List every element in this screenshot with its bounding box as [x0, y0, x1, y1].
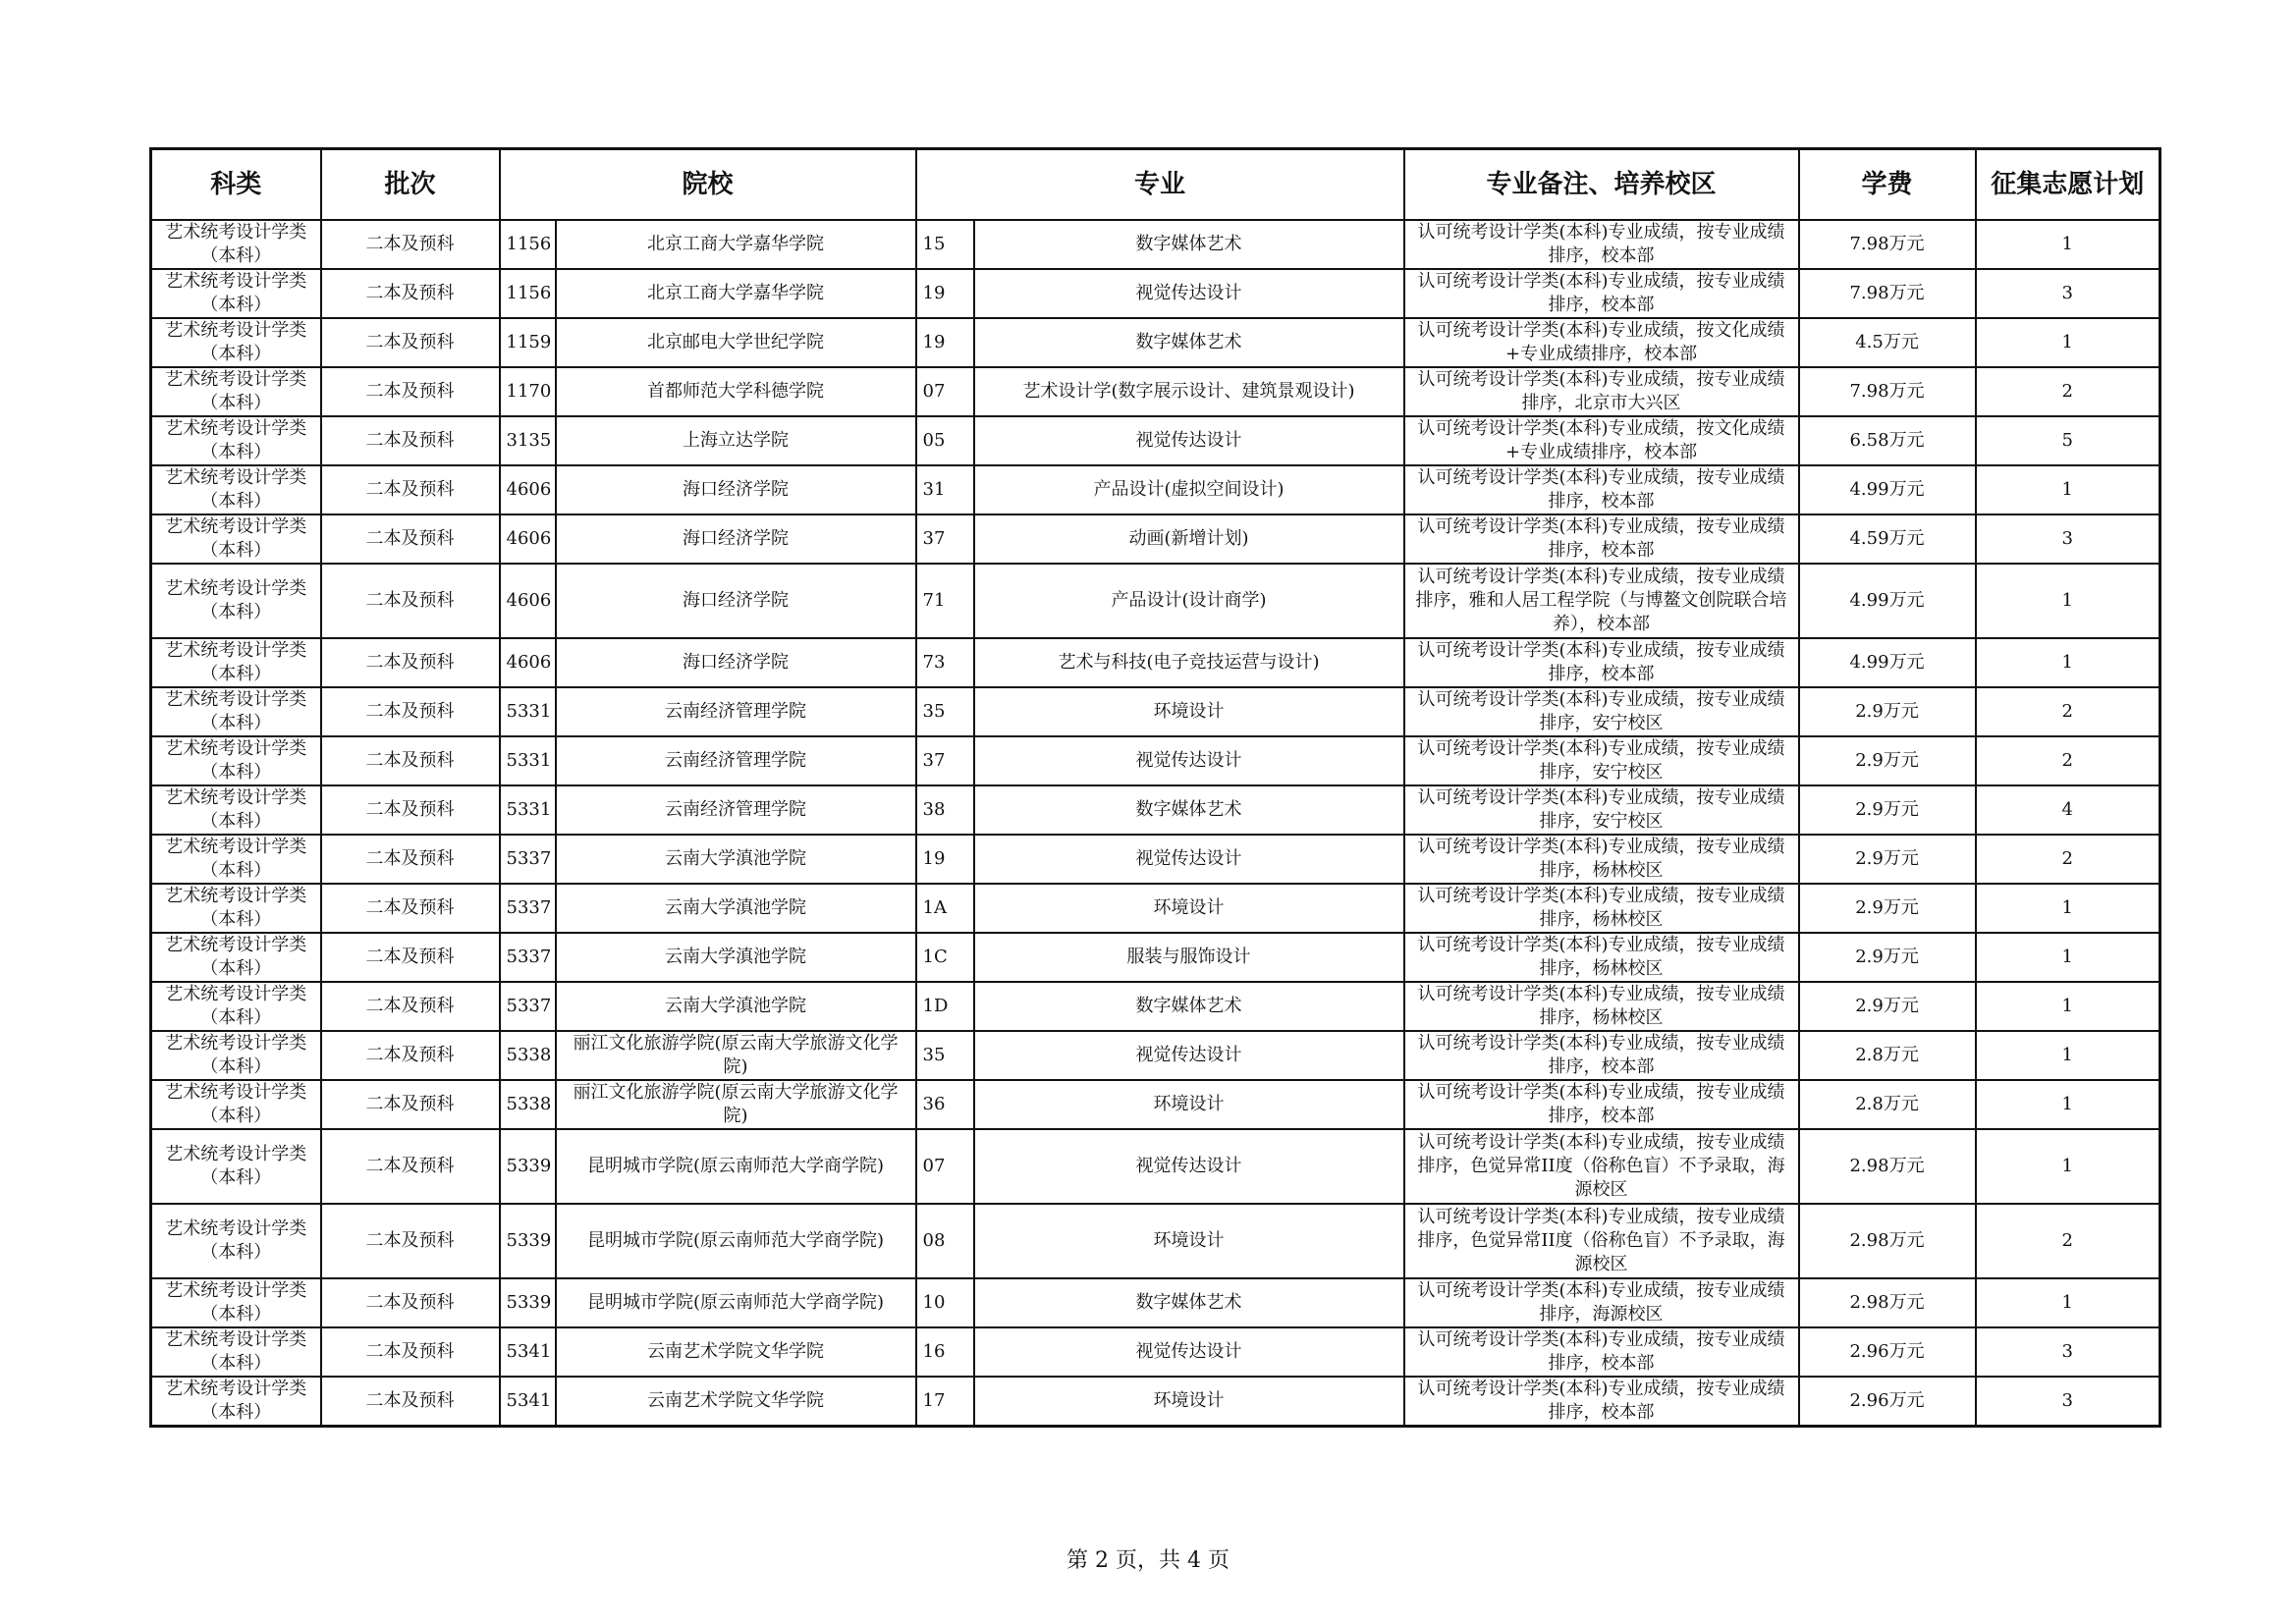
note-cell: 认可统考设计学类(本科)专业成绩，按专业成绩排序，雅和人居工程学院（与博鳌文创院联合培养），校本部 [1404, 564, 1799, 638]
fee-cell: 2.9万元 [1799, 785, 1976, 835]
fee-cell: 4.99万元 [1799, 465, 1976, 514]
fee-cell: 2.96万元 [1799, 1377, 1976, 1427]
note-cell: 认可统考设计学类(本科)专业成绩，按专业成绩排序，校本部 [1404, 514, 1799, 564]
major-cell: 动画(新增计划) [974, 514, 1404, 564]
major-code-cell: 35 [916, 1031, 974, 1080]
major-code-cell: 37 [916, 514, 974, 564]
note-cell: 认可统考设计学类(本科)专业成绩，按专业成绩排序，校本部 [1404, 1080, 1799, 1129]
batch-cell: 二本及预科 [321, 884, 500, 933]
school-code-cell: 5339 [500, 1129, 556, 1204]
plan-cell: 1 [1976, 1080, 2160, 1129]
fee-cell: 4.5万元 [1799, 318, 1976, 367]
batch-cell: 二本及预科 [321, 785, 500, 835]
major-code-cell: 1C [916, 933, 974, 982]
school-cell: 北京邮电大学世纪学院 [556, 318, 916, 367]
school-cell: 北京工商大学嘉华学院 [556, 269, 916, 318]
school-code-cell: 5331 [500, 785, 556, 835]
major-code-cell: 1D [916, 982, 974, 1031]
school-code-cell: 4606 [500, 465, 556, 514]
table-row [151, 736, 2160, 785]
school-cell: 首都师范大学科德学院 [556, 367, 916, 416]
major-cell: 数字媒体艺术 [974, 982, 1404, 1031]
page-footer: 第 2 页，共 4 页 [1066, 1548, 1230, 1573]
school-code-cell: 1156 [500, 269, 556, 318]
plan-cell: 2 [1976, 367, 2160, 416]
batch-cell: 二本及预科 [321, 220, 500, 269]
school-code-cell: 5339 [500, 1204, 556, 1278]
school-code-cell: 5331 [500, 736, 556, 785]
fee-cell: 2.98万元 [1799, 1204, 1976, 1278]
category-cell: 艺术统考设计学类（本科） [151, 514, 321, 564]
fee-cell: 2.9万元 [1799, 884, 1976, 933]
batch-cell: 二本及预科 [321, 416, 500, 465]
table-row [151, 687, 2160, 736]
plan-cell: 1 [1976, 318, 2160, 367]
major-code-cell: 15 [916, 220, 974, 269]
batch-cell: 二本及预科 [321, 736, 500, 785]
fee-cell: 6.58万元 [1799, 416, 1976, 465]
table-row [151, 318, 2160, 367]
major-code-cell: 73 [916, 638, 974, 687]
fee-cell: 2.98万元 [1799, 1129, 1976, 1204]
plan-cell: 1 [1976, 933, 2160, 982]
header-note: 专业备注、培养校区 [1404, 149, 1799, 221]
fee-cell: 4.59万元 [1799, 514, 1976, 564]
batch-cell: 二本及预科 [321, 933, 500, 982]
batch-cell: 二本及预科 [321, 1377, 500, 1427]
major-cell: 数字媒体艺术 [974, 1278, 1404, 1327]
category-cell: 艺术统考设计学类（本科） [151, 884, 321, 933]
note-cell: 认可统考设计学类(本科)专业成绩，按专业成绩排序，安宁校区 [1404, 736, 1799, 785]
table-row [151, 1129, 2160, 1204]
plan-cell: 3 [1976, 269, 2160, 318]
category-cell: 艺术统考设计学类（本科） [151, 1377, 321, 1427]
category-cell: 艺术统考设计学类（本科） [151, 933, 321, 982]
table-row [151, 269, 2160, 318]
fee-cell: 7.98万元 [1799, 367, 1976, 416]
plan-cell: 3 [1976, 1327, 2160, 1377]
school-cell: 海口经济学院 [556, 514, 916, 564]
plan-cell: 1 [1976, 1031, 2160, 1080]
major-code-cell: 1A [916, 884, 974, 933]
school-cell: 云南艺术学院文华学院 [556, 1377, 916, 1427]
header-row [151, 149, 2160, 221]
plan-cell: 1 [1976, 564, 2160, 638]
table-row [151, 220, 2160, 269]
plan-cell: 1 [1976, 1278, 2160, 1327]
category-cell: 艺术统考设计学类（本科） [151, 416, 321, 465]
category-cell: 艺术统考设计学类（本科） [151, 1129, 321, 1204]
note-cell: 认可统考设计学类(本科)专业成绩，按专业成绩排序，校本部 [1404, 220, 1799, 269]
note-cell: 认可统考设计学类(本科)专业成绩，按文化成绩+专业成绩排序，校本部 [1404, 318, 1799, 367]
note-cell: 认可统考设计学类(本科)专业成绩，按专业成绩排序，海源校区 [1404, 1278, 1799, 1327]
major-cell: 视觉传达设计 [974, 835, 1404, 884]
major-cell: 产品设计(虚拟空间设计) [974, 465, 1404, 514]
plan-cell: 1 [1976, 220, 2160, 269]
category-cell: 艺术统考设计学类（本科） [151, 1278, 321, 1327]
table-row [151, 982, 2160, 1031]
note-cell: 认可统考设计学类(本科)专业成绩，按专业成绩排序，北京市大兴区 [1404, 367, 1799, 416]
major-code-cell: 10 [916, 1278, 974, 1327]
fee-cell: 2.96万元 [1799, 1327, 1976, 1377]
school-cell: 云南经济管理学院 [556, 736, 916, 785]
table-row [151, 884, 2160, 933]
category-cell: 艺术统考设计学类（本科） [151, 687, 321, 736]
admission-plan-table [149, 147, 2161, 1428]
school-cell: 云南大学滇池学院 [556, 982, 916, 1031]
plan-cell: 2 [1976, 835, 2160, 884]
category-cell: 艺术统考设计学类（本科） [151, 982, 321, 1031]
batch-cell: 二本及预科 [321, 1031, 500, 1080]
major-code-cell: 19 [916, 269, 974, 318]
header-batch: 批次 [321, 149, 500, 221]
table-row [151, 367, 2160, 416]
school-cell: 云南大学滇池学院 [556, 933, 916, 982]
major-code-cell: 08 [916, 1204, 974, 1278]
major-code-cell: 19 [916, 318, 974, 367]
table-body [151, 220, 2160, 1427]
fee-cell: 7.98万元 [1799, 269, 1976, 318]
fee-cell: 7.98万元 [1799, 220, 1976, 269]
table-row [151, 1278, 2160, 1327]
note-cell: 认可统考设计学类(本科)专业成绩，按专业成绩排序，校本部 [1404, 638, 1799, 687]
batch-cell: 二本及预科 [321, 1278, 500, 1327]
major-cell: 艺术设计学(数字展示设计、建筑景观设计) [974, 367, 1404, 416]
school-cell: 海口经济学院 [556, 638, 916, 687]
major-code-cell: 71 [916, 564, 974, 638]
school-code-cell: 5341 [500, 1327, 556, 1377]
major-cell: 环境设计 [974, 687, 1404, 736]
note-cell: 认可统考设计学类(本科)专业成绩，按专业成绩排序，校本部 [1404, 1377, 1799, 1427]
table-row [151, 1080, 2160, 1129]
category-cell: 艺术统考设计学类（本科） [151, 318, 321, 367]
major-cell: 环境设计 [974, 1080, 1404, 1129]
plan-cell: 1 [1976, 884, 2160, 933]
fee-cell: 2.8万元 [1799, 1031, 1976, 1080]
school-cell: 北京工商大学嘉华学院 [556, 220, 916, 269]
school-cell: 云南大学滇池学院 [556, 835, 916, 884]
category-cell: 艺术统考设计学类（本科） [151, 1080, 321, 1129]
fee-cell: 2.8万元 [1799, 1080, 1976, 1129]
major-cell: 艺术与科技(电子竞技运营与设计) [974, 638, 1404, 687]
category-cell: 艺术统考设计学类（本科） [151, 835, 321, 884]
fee-cell: 4.99万元 [1799, 638, 1976, 687]
major-cell: 视觉传达设计 [974, 416, 1404, 465]
note-cell: 认可统考设计学类(本科)专业成绩，按专业成绩排序，安宁校区 [1404, 687, 1799, 736]
major-cell: 环境设计 [974, 884, 1404, 933]
note-cell: 认可统考设计学类(本科)专业成绩，按专业成绩排序，校本部 [1404, 1031, 1799, 1080]
fee-cell: 2.9万元 [1799, 835, 1976, 884]
major-cell: 环境设计 [974, 1377, 1404, 1427]
major-code-cell: 05 [916, 416, 974, 465]
major-cell: 视觉传达设计 [974, 269, 1404, 318]
plan-cell: 4 [1976, 785, 2160, 835]
batch-cell: 二本及预科 [321, 1327, 500, 1377]
table-row [151, 465, 2160, 514]
major-cell: 产品设计(设计商学) [974, 564, 1404, 638]
major-code-cell: 38 [916, 785, 974, 835]
school-code-cell: 5337 [500, 933, 556, 982]
school-cell: 昆明城市学院(原云南师范大学商学院) [556, 1129, 916, 1204]
batch-cell: 二本及预科 [321, 318, 500, 367]
plan-cell: 2 [1976, 736, 2160, 785]
major-code-cell: 36 [916, 1080, 974, 1129]
school-cell: 昆明城市学院(原云南师范大学商学院) [556, 1204, 916, 1278]
major-code-cell: 07 [916, 367, 974, 416]
batch-cell: 二本及预科 [321, 687, 500, 736]
batch-cell: 二本及预科 [321, 367, 500, 416]
table-row [151, 785, 2160, 835]
category-cell: 艺术统考设计学类（本科） [151, 785, 321, 835]
school-code-cell: 4606 [500, 514, 556, 564]
category-cell: 艺术统考设计学类（本科） [151, 465, 321, 514]
school-cell: 云南经济管理学院 [556, 785, 916, 835]
plan-cell: 5 [1976, 416, 2160, 465]
note-cell: 认可统考设计学类(本科)专业成绩，按专业成绩排序，校本部 [1404, 1327, 1799, 1377]
note-cell: 认可统考设计学类(本科)专业成绩，按专业成绩排序，色觉异常II度（俗称色盲）不予录取，海源校区 [1404, 1129, 1799, 1204]
batch-cell: 二本及预科 [321, 982, 500, 1031]
school-cell: 昆明城市学院(原云南师范大学商学院) [556, 1278, 916, 1327]
table-row [151, 835, 2160, 884]
school-cell: 云南经济管理学院 [556, 687, 916, 736]
category-cell: 艺术统考设计学类（本科） [151, 367, 321, 416]
school-code-cell: 5338 [500, 1031, 556, 1080]
major-code-cell: 07 [916, 1129, 974, 1204]
major-code-cell: 37 [916, 736, 974, 785]
note-cell: 认可统考设计学类(本科)专业成绩，按专业成绩排序，杨林校区 [1404, 884, 1799, 933]
note-cell: 认可统考设计学类(本科)专业成绩，按专业成绩排序，校本部 [1404, 269, 1799, 318]
category-cell: 艺术统考设计学类（本科） [151, 1204, 321, 1278]
school-code-cell: 1159 [500, 318, 556, 367]
school-code-cell: 5337 [500, 884, 556, 933]
category-cell: 艺术统考设计学类（本科） [151, 736, 321, 785]
school-code-cell: 5337 [500, 982, 556, 1031]
school-cell: 丽江文化旅游学院(原云南大学旅游文化学院) [556, 1080, 916, 1129]
school-cell: 丽江文化旅游学院(原云南大学旅游文化学院) [556, 1031, 916, 1080]
table-row [151, 1204, 2160, 1278]
batch-cell: 二本及预科 [321, 564, 500, 638]
major-cell: 视觉传达设计 [974, 1327, 1404, 1377]
fee-cell: 2.9万元 [1799, 933, 1976, 982]
school-code-cell: 1156 [500, 220, 556, 269]
major-cell: 视觉传达设计 [974, 1129, 1404, 1204]
header-category: 科类 [151, 149, 321, 221]
major-cell: 服装与服饰设计 [974, 933, 1404, 982]
header-fee: 学费 [1799, 149, 1976, 221]
major-cell: 数字媒体艺术 [974, 785, 1404, 835]
batch-cell: 二本及预科 [321, 835, 500, 884]
major-cell: 数字媒体艺术 [974, 318, 1404, 367]
plan-cell: 1 [1976, 638, 2160, 687]
plan-cell: 2 [1976, 1204, 2160, 1278]
batch-cell: 二本及预科 [321, 1204, 500, 1278]
category-cell: 艺术统考设计学类（本科） [151, 220, 321, 269]
table-row [151, 933, 2160, 982]
fee-cell: 2.98万元 [1799, 1278, 1976, 1327]
major-code-cell: 17 [916, 1377, 974, 1427]
category-cell: 艺术统考设计学类（本科） [151, 564, 321, 638]
fee-cell: 4.99万元 [1799, 564, 1976, 638]
plan-cell: 1 [1976, 1129, 2160, 1204]
batch-cell: 二本及预科 [321, 465, 500, 514]
plan-cell: 1 [1976, 982, 2160, 1031]
plan-cell: 1 [1976, 465, 2160, 514]
school-code-cell: 3135 [500, 416, 556, 465]
table-row [151, 564, 2160, 638]
school-code-cell: 5339 [500, 1278, 556, 1327]
category-cell: 艺术统考设计学类（本科） [151, 1031, 321, 1080]
fee-cell: 2.9万元 [1799, 982, 1976, 1031]
note-cell: 认可统考设计学类(本科)专业成绩，按专业成绩排序，校本部 [1404, 465, 1799, 514]
batch-cell: 二本及预科 [321, 1080, 500, 1129]
major-code-cell: 19 [916, 835, 974, 884]
school-code-cell: 5331 [500, 687, 556, 736]
table-row [151, 1377, 2160, 1427]
table-row [151, 416, 2160, 465]
table-row [151, 1327, 2160, 1377]
category-cell: 艺术统考设计学类（本科） [151, 269, 321, 318]
school-cell: 海口经济学院 [556, 465, 916, 514]
table-row [151, 638, 2160, 687]
note-cell: 认可统考设计学类(本科)专业成绩，按专业成绩排序，杨林校区 [1404, 933, 1799, 982]
header-plan: 征集志愿计划 [1976, 149, 2160, 221]
major-cell: 视觉传达设计 [974, 736, 1404, 785]
batch-cell: 二本及预科 [321, 514, 500, 564]
school-code-cell: 1170 [500, 367, 556, 416]
major-code-cell: 16 [916, 1327, 974, 1377]
header-school: 院校 [500, 149, 916, 221]
batch-cell: 二本及预科 [321, 269, 500, 318]
school-cell: 上海立达学院 [556, 416, 916, 465]
school-code-cell: 5338 [500, 1080, 556, 1129]
note-cell: 认可统考设计学类(本科)专业成绩，按专业成绩排序，色觉异常II度（俗称色盲）不予录取，海源校区 [1404, 1204, 1799, 1278]
category-cell: 艺术统考设计学类（本科） [151, 638, 321, 687]
school-code-cell: 5337 [500, 835, 556, 884]
batch-cell: 二本及预科 [321, 1129, 500, 1204]
major-cell: 数字媒体艺术 [974, 220, 1404, 269]
category-cell: 艺术统考设计学类（本科） [151, 1327, 321, 1377]
table-row [151, 1031, 2160, 1080]
school-cell: 云南大学滇池学院 [556, 884, 916, 933]
school-code-cell: 4606 [500, 564, 556, 638]
major-code-cell: 31 [916, 465, 974, 514]
fee-cell: 2.9万元 [1799, 736, 1976, 785]
major-cell: 视觉传达设计 [974, 1031, 1404, 1080]
note-cell: 认可统考设计学类(本科)专业成绩，按文化成绩+专业成绩排序，校本部 [1404, 416, 1799, 465]
note-cell: 认可统考设计学类(本科)专业成绩，按专业成绩排序，杨林校区 [1404, 982, 1799, 1031]
major-code-cell: 35 [916, 687, 974, 736]
plan-cell: 2 [1976, 687, 2160, 736]
school-cell: 海口经济学院 [556, 564, 916, 638]
batch-cell: 二本及预科 [321, 638, 500, 687]
school-cell: 云南艺术学院文华学院 [556, 1327, 916, 1377]
table-row [151, 514, 2160, 564]
plan-cell: 3 [1976, 514, 2160, 564]
header-major: 专业 [916, 149, 1404, 221]
school-code-cell: 4606 [500, 638, 556, 687]
school-code-cell: 5341 [500, 1377, 556, 1427]
plan-cell: 3 [1976, 1377, 2160, 1427]
fee-cell: 2.9万元 [1799, 687, 1976, 736]
major-cell: 环境设计 [974, 1204, 1404, 1278]
note-cell: 认可统考设计学类(本科)专业成绩，按专业成绩排序，杨林校区 [1404, 835, 1799, 884]
note-cell: 认可统考设计学类(本科)专业成绩，按专业成绩排序，安宁校区 [1404, 785, 1799, 835]
